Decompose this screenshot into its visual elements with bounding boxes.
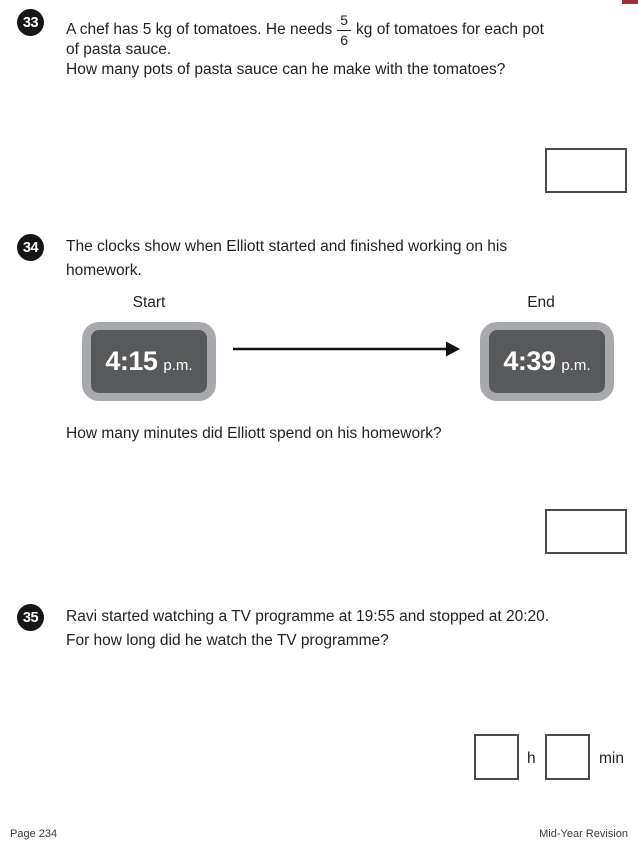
hours-unit-label: h: [527, 750, 536, 767]
end-clock-screen: [489, 330, 605, 393]
end-digital-clock: [480, 322, 614, 401]
question-35-number-badge: [17, 604, 44, 631]
question-35-line-2: For how long did he watch the TV programme?: [66, 632, 389, 649]
question-33-answer-box[interactable]: [545, 148, 627, 193]
page-corner-mark: [622, 0, 638, 4]
question-number: 34: [22, 239, 39, 256]
question-33-text-before-fraction: A chef has 5 kg of tomatoes. He needs: [66, 21, 333, 38]
start-to-end-arrow-icon: [233, 338, 461, 365]
footer-section-name: Mid-Year Revision: [539, 828, 628, 840]
question-35-hours-box[interactable]: [474, 734, 519, 780]
minutes-unit-label: min: [599, 750, 624, 767]
question-number: 33: [22, 14, 39, 31]
fraction-five-sixths: [337, 12, 351, 47]
fraction-numerator: 5: [337, 12, 351, 30]
question-33-line-3: How many pots of pasta sauce can he make with the tomatoes?: [66, 61, 506, 78]
question-33-text-after-fraction: kg of tomatoes for each pot: [356, 21, 544, 38]
end-clock-label: End: [527, 294, 555, 311]
start-clock-screen: [91, 330, 207, 393]
question-34-number-badge: [17, 234, 44, 261]
start-clock-suffix: p.m.: [163, 356, 193, 374]
question-33-line-2: of pasta sauce.: [66, 41, 172, 58]
start-clock-label: Start: [132, 294, 166, 311]
end-clock-suffix: p.m.: [561, 356, 591, 374]
question-number: 35: [22, 609, 39, 626]
start-digital-clock: [82, 322, 216, 401]
fraction-denominator: 6: [340, 31, 349, 48]
question-34-line-2: homework.: [66, 262, 142, 279]
question-35-minutes-box[interactable]: [545, 734, 590, 780]
question-34-answer-box[interactable]: [545, 509, 627, 554]
question-33-number-badge: [17, 9, 44, 36]
question-34-prompt: How many minutes did Elliott spend on his homework?: [66, 425, 442, 442]
question-35-line-1: Ravi started watching a TV programme at 19:55 and stopped at 20:20.: [66, 608, 550, 625]
end-clock-time: 4:39: [503, 346, 556, 376]
question-34-line-1: The clocks show when Elliott started and finished working on his: [66, 238, 508, 255]
start-clock-time: 4:15: [105, 346, 158, 376]
footer-page-number: Page 234: [10, 828, 58, 840]
